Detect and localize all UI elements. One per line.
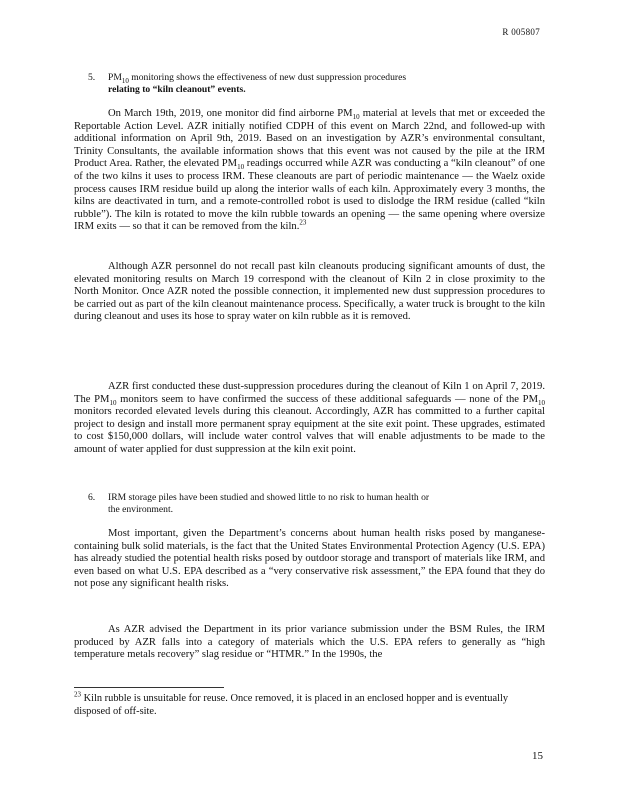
footnote-number: 23: [74, 690, 81, 699]
body-text: readings occurred while AZR was conducting a “kiln cleanout” of one of the two kilns it uses to process IRM. These cleanouts are part of periodic maintenance — the Waelz oxide process causes IRM residue build up along the interior walls of each kiln. Approximately every 3 months, the kilns are deactivated in turn, and a remote-controlled robot is used to dislodge the IRM residue (called “kiln rubble”). The kiln is rotated to move the kiln rubble towards an opening — the same opening where oversize IRM exits — so that it can be removed from the kiln.: [74, 158, 545, 233]
heading-text: IRM storage piles have been studied and showed little to no risk to human health or: [108, 492, 430, 503]
footnote-divider: [74, 687, 224, 688]
subscript: 10: [538, 398, 545, 407]
subscript: 10: [352, 113, 360, 122]
subscript: 10: [237, 163, 245, 172]
bates-number: R 005807: [502, 27, 540, 37]
page-number: 15: [532, 750, 543, 762]
section-heading-6: [88, 492, 548, 516]
section-number: 5.: [88, 72, 96, 83]
footnote-text: Kiln rubble is unsuitable for reuse. Once removed, it is placed in an enclosed hopper and is eventually disposed of off-site.: [74, 693, 509, 717]
section-number: 6.: [88, 492, 96, 503]
section-heading-6-line1: [88, 492, 548, 504]
heading-text: monitoring shows the effectiveness of new dust suppression procedures: [128, 72, 407, 83]
section-heading-6-line2: the environment.: [108, 504, 174, 515]
section-heading-5-line2: relating to “kiln cleanout” events.: [108, 84, 246, 95]
footnote-reference[interactable]: 23: [299, 218, 307, 227]
footnote-23: [74, 692, 534, 718]
subscript: 10: [109, 398, 117, 407]
body-text: On March 19th, 2019, one monitor did find airborne PM: [108, 108, 353, 119]
body-text: AZR first conducted these dust-suppression procedures during the cleanout of Kiln 1 on April 7, 2019. The PM: [74, 381, 545, 405]
heading-text: PM: [108, 72, 122, 83]
subscript: 10: [121, 76, 129, 85]
paragraph-epa-risk-study: Most important, given the Department’s concerns about human health risks posed by manganese-containing bulk solid materials, is the fact that the United States Environmental Protection Agency (U.S. EPA) has already studied the potential health risks posed by outdoor storage and transport of materials like IRM, and even based on what U.S. EPA described as a “very conservative risk assessment,” the EPA found that they do not pose any significant health risks.: [74, 528, 545, 590]
body-text: monitors recorded elevated levels during this cleanout. Accordingly, AZR has committed to a further capital project to design and install more permanent spray equipment at the site exit point. These upgrades, estimated to cost $150,000 dollars, will include water control valves that will enable adjustments to be made to the amount of water applied for dust suppression at the kiln exit point.: [74, 406, 545, 455]
paragraph-kiln1-cleanout-results: [74, 381, 545, 457]
body-text: material at levels that met or exceeded the Reportable Action Level. AZR initially notified CDPH of this event on March 22nd, and followed-up with additional information on April 9th, 2019. Based on an investigation by AZR’s environmental consultant, Trinity Consultants, the available information shows that this event was not caused by the pile at the IRM Product Area. Rather, the elevated PM: [74, 108, 545, 170]
section-heading-5-line1: [88, 72, 548, 84]
body-text: monitors seem to have confirmed the success of these additional safeguards — none of the PM: [116, 393, 538, 405]
paragraph-htmr-category: As AZR advised the Department in its prior variance submission under the BSM Rules, the IRM produced by AZR falls into a category of materials which the U.S. EPA refers to generally as “high temperature metals recovery” slag residue or “HTMR.” In the 1990s, the: [74, 624, 545, 661]
paragraph-dust-suppression-procedures: Although AZR personnel do not recall past kiln cleanouts producing significant amounts of dust, the elevated monitoring results on March 19 correspond with the cleanout of Kiln 2 in close proximity to the North Monitor. Once AZR noted the possible connection, it implemented new dust suppression procedures to be carried out as part of the kiln cleanout maintenance process. Specifically, a water truck is brought to the kiln during cleanout and uses its hose to spray water on kiln rubble as it is removed.: [74, 261, 545, 323]
section-heading-5: [88, 72, 548, 96]
paragraph-kiln-cleanout-event: [74, 108, 545, 234]
